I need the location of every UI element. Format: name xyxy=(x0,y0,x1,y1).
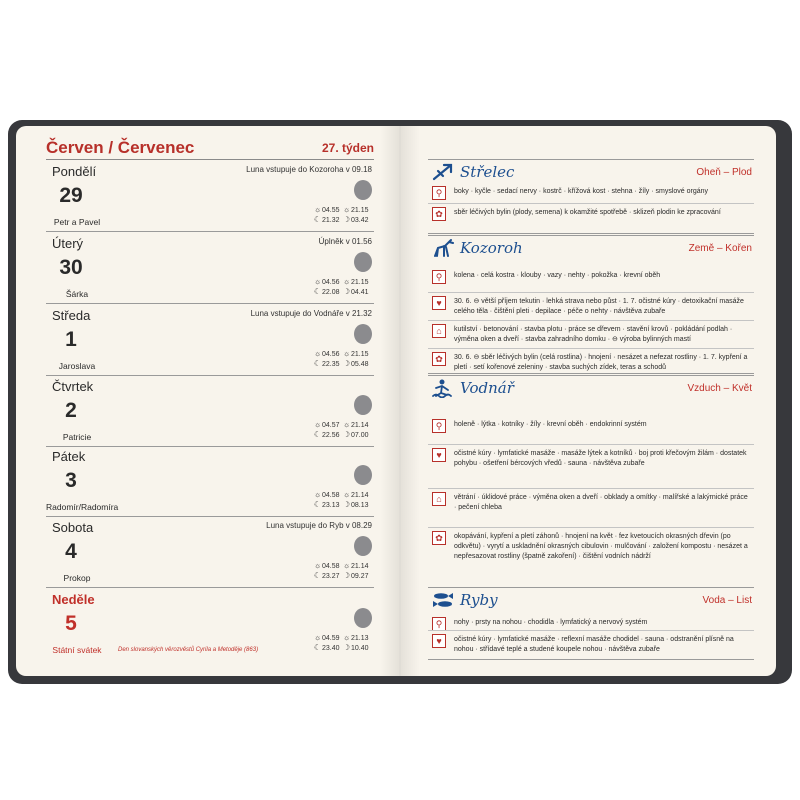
day-nameday: Petr a Pavel xyxy=(53,217,101,227)
moon-icon: ☾ xyxy=(313,571,322,580)
row-divider xyxy=(428,348,754,349)
day-entry[interactable] xyxy=(46,516,374,588)
sun-icon: ☼ xyxy=(313,349,322,358)
moon-icon: ☾ xyxy=(313,215,322,224)
sun-icon: ☼ xyxy=(342,349,351,358)
body-icon: ⚲ xyxy=(432,617,446,631)
zodiac-row-text: sběr léčivých bylin (plody, semena) k okamžité spotřebě · sklizeň plodin ke zpracování xyxy=(454,209,721,216)
sun-icon: ☼ xyxy=(342,490,351,499)
day-number: 4 xyxy=(65,540,77,563)
zodiac-header xyxy=(432,378,754,400)
day-note: Úplněk v 01.56 xyxy=(318,237,372,246)
section-bottom-rule xyxy=(428,373,754,374)
zodiac-element: Vzduch – Květ xyxy=(687,383,752,394)
sun-icon: ☼ xyxy=(342,420,351,429)
moonset-time: 04.41 xyxy=(351,289,369,296)
moonset-time: 09.27 xyxy=(351,573,369,580)
health-icon: ♥ xyxy=(432,634,446,648)
holiday-note: Den slovanských věrozvěstů Cyrila a Metoděje (863) xyxy=(118,647,259,653)
sunset-time: 21.13 xyxy=(351,635,369,642)
garden-icon: ✿ xyxy=(432,531,446,545)
sunset-time: 21.15 xyxy=(351,279,369,286)
day-note: Luna vstupuje do Vodnáře v 21.32 xyxy=(250,309,372,318)
section-divider xyxy=(428,587,754,588)
sun-icon: ☼ xyxy=(342,205,351,214)
sunrise-time: 04.58 xyxy=(322,492,340,499)
moonset-time: 05.48 xyxy=(351,361,369,368)
day-nameday: Prokop xyxy=(63,573,91,583)
sun-icon: ☼ xyxy=(342,277,351,286)
section-bottom-rule xyxy=(428,659,754,660)
body-icon: ⚲ xyxy=(432,270,446,284)
moonrise-time: 23.40 xyxy=(322,645,340,652)
moon-phase-icon xyxy=(354,465,372,485)
house-icon: ⌂ xyxy=(432,324,446,338)
sunrise-time: 04.55 xyxy=(322,207,340,214)
moonrise-time: 22.35 xyxy=(322,361,340,368)
moon-phase-icon xyxy=(354,395,372,415)
day-nameday: Patricie xyxy=(62,432,92,442)
zodiac-element: Země – Kořen xyxy=(688,243,752,254)
zodiac-name: Ryby xyxy=(460,591,498,609)
harvest-icon: ✿ xyxy=(432,207,446,221)
day-number: 1 xyxy=(65,328,77,351)
moonrise-time: 22.08 xyxy=(322,289,340,296)
moonset-time: 07.00 xyxy=(351,432,369,439)
sun-icon: ☼ xyxy=(342,561,351,570)
sunrise-time: 04.56 xyxy=(322,351,340,358)
sunset-time: 21.15 xyxy=(351,207,369,214)
zodiac-row-text: kutilství · betonování · stavba plotu · práce se dřevem · stavění krovů · pokládání podlah · výměna oken a dveří · stavba zahradního domku · ⊖ výroba bylinných mastí xyxy=(454,326,733,343)
sun-icon: ☼ xyxy=(313,561,322,570)
sun-icon: ☼ xyxy=(313,633,322,642)
garden-icon: ✿ xyxy=(432,352,446,366)
sun-icon: ☼ xyxy=(313,490,322,499)
section-bottom-rule xyxy=(428,233,754,234)
day-name: Sobota xyxy=(52,520,94,535)
sun-moon-times xyxy=(313,420,373,440)
moon-icon: ☾ xyxy=(313,430,322,439)
day-nameday: Radomír/Radomíra xyxy=(46,502,119,512)
zodiac-header xyxy=(432,590,754,612)
section-divider xyxy=(428,235,754,236)
zodiac-row-text: kolena · celá kostra · klouby · vazy · nehty · pokožka · krevní oběh xyxy=(454,272,661,279)
moon-phase-icon xyxy=(354,324,372,344)
sun-moon-times xyxy=(313,349,373,369)
sunset-time: 21.14 xyxy=(351,422,369,429)
zodiac-name: Střelec xyxy=(460,163,515,181)
zodiac-header xyxy=(432,238,754,260)
day-entry[interactable] xyxy=(46,160,374,232)
sunset-time: 21.14 xyxy=(351,563,369,570)
week-number: 27. týden xyxy=(321,141,374,155)
day-name: Středa xyxy=(52,308,91,323)
sunrise-time: 04.57 xyxy=(322,422,340,429)
zodiac-row-text: 30. 6. ⊖ větší příjem tekutin · lehká strava nebo půst · 1. 7. očistné kúry · detoxikační masáže celého těla · čištění pleti · depilace · péče o nehty · návštěva zubaře xyxy=(454,298,744,315)
sun-icon: ☼ xyxy=(342,633,351,642)
day-entry[interactable] xyxy=(46,375,374,447)
zodiac-row-text: očistné kúry · lymfatické masáže · reflexní masáže chodidel · sauna · odstranění plísně na nohou · střídavé teplé a studené koupele nohou · návštěva zubaře xyxy=(454,636,734,653)
day-number: 29 xyxy=(59,184,83,207)
moon-icon: ☽ xyxy=(342,430,351,439)
row-divider xyxy=(428,444,754,445)
health-icon: ♥ xyxy=(432,296,446,310)
sun-moon-times xyxy=(313,277,373,297)
day-entry[interactable] xyxy=(46,232,374,304)
row-divider xyxy=(428,292,754,293)
row-divider xyxy=(428,527,754,528)
moon-icon: ☽ xyxy=(342,500,351,509)
day-entry[interactable] xyxy=(46,588,374,660)
moonrise-time: 21.32 xyxy=(322,217,340,224)
moon-icon: ☽ xyxy=(342,287,351,296)
zodiac-row-text: okopávání, kypření a pletí záhonů · hnojení na květ · fez kvetoucích okrasných dřevin (po odkvětu) · vyrytí a uskladnění okrasných cibulovin · mulčování · založení kompostu · nesázet a nepřesazovat rostliny (špatně zakoření) · čištění vodních nádrží xyxy=(454,533,748,560)
moon-icon: ☾ xyxy=(313,643,322,652)
body-icon: ⚲ xyxy=(432,186,446,200)
sun-moon-times xyxy=(313,633,373,653)
page-gutter xyxy=(380,126,420,676)
zodiac-name: Vodnář xyxy=(460,379,514,397)
moon-icon: ☾ xyxy=(313,287,322,296)
day-nameday: Státní svátek xyxy=(52,645,102,655)
zodiac-row-text: 30. 6. ⊖ sběr léčivých bylin (celá rostlina) · hnojení · nesázet a nefezat rostliny · 1. 7. kypření a pletí · setí kořenové zeleniny · stavba suchých zídek, teras a schodů xyxy=(454,354,748,371)
sunset-time: 21.14 xyxy=(351,492,369,499)
moonrise-time: 22.56 xyxy=(322,432,340,439)
moon-icon: ☾ xyxy=(313,359,322,368)
day-note: Luna vstupuje do Kozoroha v 09.18 xyxy=(246,165,372,174)
moonset-time: 03.42 xyxy=(351,217,369,224)
moon-icon: ☽ xyxy=(342,571,351,580)
zodiac-name: Kozoroh xyxy=(460,239,523,257)
sun-moon-times xyxy=(313,490,373,510)
moonrise-time: 23.27 xyxy=(322,573,340,580)
moon-icon: ☽ xyxy=(342,643,351,652)
moon-phase-icon xyxy=(354,252,372,272)
moonrise-time: 23.13 xyxy=(322,502,340,509)
health-icon: ♥ xyxy=(432,448,446,462)
sagittarius-icon xyxy=(432,162,454,182)
moon-phase-icon xyxy=(354,180,372,200)
day-name: Čtvrtek xyxy=(52,379,94,394)
row-divider xyxy=(428,488,754,489)
moonset-time: 08.13 xyxy=(351,502,369,509)
pisces-icon xyxy=(432,590,454,610)
moon-phase-icon xyxy=(354,536,372,556)
zodiac-row-text: boky · kyčle · sedací nervy · kostrč · křížová kost · stehna · žíly · smyslové orgány xyxy=(454,188,709,195)
zodiac-header xyxy=(432,162,754,184)
day-nameday: Jaroslava xyxy=(58,361,96,371)
zodiac-element: Oheň – Plod xyxy=(696,167,752,178)
day-note: Luna vstupuje do Ryb v 08.29 xyxy=(266,521,372,530)
zodiac-element: Voda – List xyxy=(702,595,752,606)
section-divider xyxy=(428,375,754,376)
aquarius-icon xyxy=(432,378,454,398)
day-name: Úterý xyxy=(52,236,84,251)
day-number: 2 xyxy=(65,399,77,422)
moon-icon: ☽ xyxy=(342,359,351,368)
sunrise-time: 04.58 xyxy=(322,563,340,570)
capricorn-icon xyxy=(432,238,454,258)
sun-moon-times xyxy=(313,561,373,581)
sun-icon: ☼ xyxy=(313,420,322,429)
day-name: Pondělí xyxy=(52,164,97,179)
zodiac-row-text: nohy · prsty na nohou · chodidla · lymfatický a nervový systém xyxy=(454,619,648,626)
day-entry[interactable] xyxy=(46,445,374,517)
sun-icon: ☼ xyxy=(313,205,322,214)
moon-icon: ☽ xyxy=(342,215,351,224)
zodiac-row-text: větrání · úklidové práce · výměna oken a dveří · obklady a omítky · malířské a lakýrnické práce · pečení chleba xyxy=(454,494,748,511)
month-title: Červen / Červenec xyxy=(46,138,195,157)
zodiac-row-text: holeně · lýtka · kotníky · žíly · krevní oběh · endokrinní systém xyxy=(454,421,647,428)
day-entry[interactable] xyxy=(46,304,374,376)
moonset-time: 10.40 xyxy=(351,645,369,652)
day-name: Pátek xyxy=(52,449,86,464)
section-divider xyxy=(428,159,754,160)
day-number: 5 xyxy=(65,612,77,635)
day-number: 3 xyxy=(65,469,77,492)
body-icon: ⚲ xyxy=(432,419,446,433)
sunrise-time: 04.56 xyxy=(322,279,340,286)
sunrise-time: 04.59 xyxy=(322,635,340,642)
row-divider xyxy=(428,320,754,321)
day-name: Neděle xyxy=(52,592,95,607)
sunset-time: 21.15 xyxy=(351,351,369,358)
sun-moon-times xyxy=(313,205,373,225)
moon-phase-icon xyxy=(354,608,372,628)
day-number: 30 xyxy=(59,256,83,279)
moon-icon: ☾ xyxy=(313,500,322,509)
house-icon: ⌂ xyxy=(432,492,446,506)
row-divider xyxy=(428,630,754,631)
zodiac-row-text: očistné kúry · lymfatické masáže · masáže lýtek a kotníků · boj proti křečovým žilám · dostatek pohybu · ošetření bércových vředů · sauna · návštěva zubaře xyxy=(454,450,747,467)
row-divider xyxy=(428,203,754,204)
day-nameday: Šárka xyxy=(65,289,89,299)
sun-icon: ☼ xyxy=(313,277,322,286)
